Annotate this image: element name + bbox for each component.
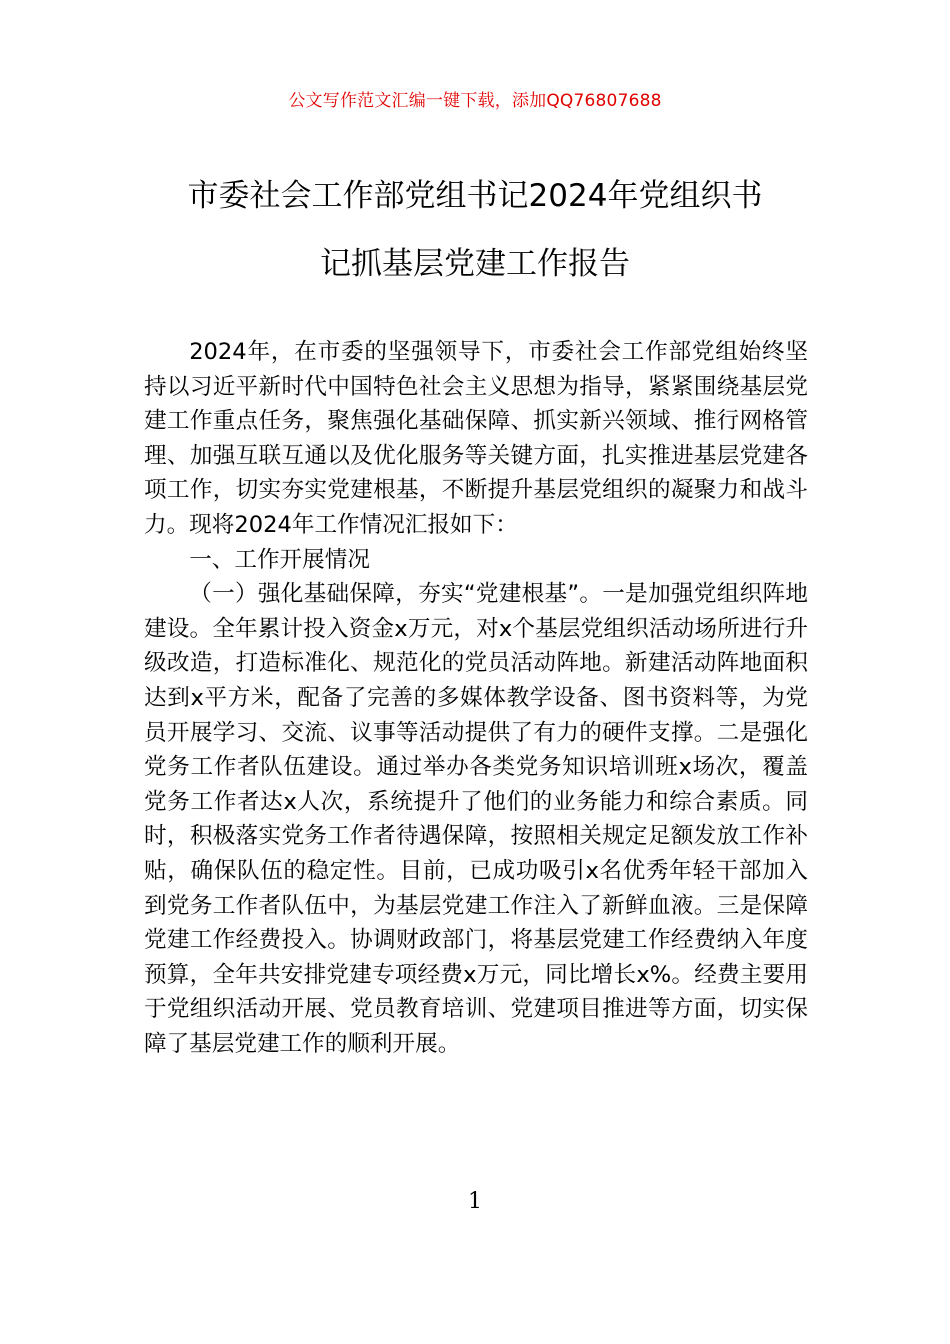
promo-header: 公文写作范文汇编一键下载，添加QQ76807688 <box>288 91 662 111</box>
section-paragraph: （一）强化基础保障，夯实“党建根基”。一是加强党组织阵地建设。全年累计投入资金x万元，对x个基层党组织活动场所进行升级改造，打造标准化、规范化的党员活动阵地。新建活动阵地面积达到x平方米，配备了完善的多媒体教学设备、图书资料等，为党员开展学习、交流、议事等活动提供了有力的硬件支撑。二是强化党务工作者队伍建设。通过举办各类党务知识培训班x场次，覆盖党务工作者达x人次，系统提升了他们的业务能力和综合素质。同时，积极落实党务工作者待遇保障，按照相关规定足额发放工作补贴，确保队伍的稳定性。目前，已成功吸引x名优秀年轻干部加入到党务工作者队伍中，为基层党建工作注入了新鲜血液。三是保障党建工作经费投入。协调财政部门，将基层党建工作经费纳入年度预算，全年共安排党建专项经费x万元，同比增长x%。经费主要用于党组织活动开展、党员教育培训、党建项目推进等方面，切实保障了基层党建工作的顺利开展。 <box>144 581 808 1057</box>
document-body <box>144 335 808 1061</box>
section-heading: 一、工作开展情况 <box>189 546 370 573</box>
document-title-line-1: 市委社会工作部党组书记2024年党组织书 <box>187 178 763 214</box>
intro-paragraph: 2024年，在市委的坚强领导下，市委社会工作部党组始终坚持以习近平新时代中国特色社会主义思想为指导，紧紧围绕基层党建工作重点任务，聚焦强化基础保障、抓实新兴领域、推行网格管理、加强互联互通以及优化服务等关键方面，扎实推进基层党建各项工作，切实夯实党建根基，不断提升基层党组织的凝聚力和战斗力。现将2024年工作情况汇报如下： <box>144 339 808 538</box>
document-title-line-2: 记抓基层党建工作报告 <box>320 246 630 282</box>
page-number: 1 <box>468 1189 482 1214</box>
